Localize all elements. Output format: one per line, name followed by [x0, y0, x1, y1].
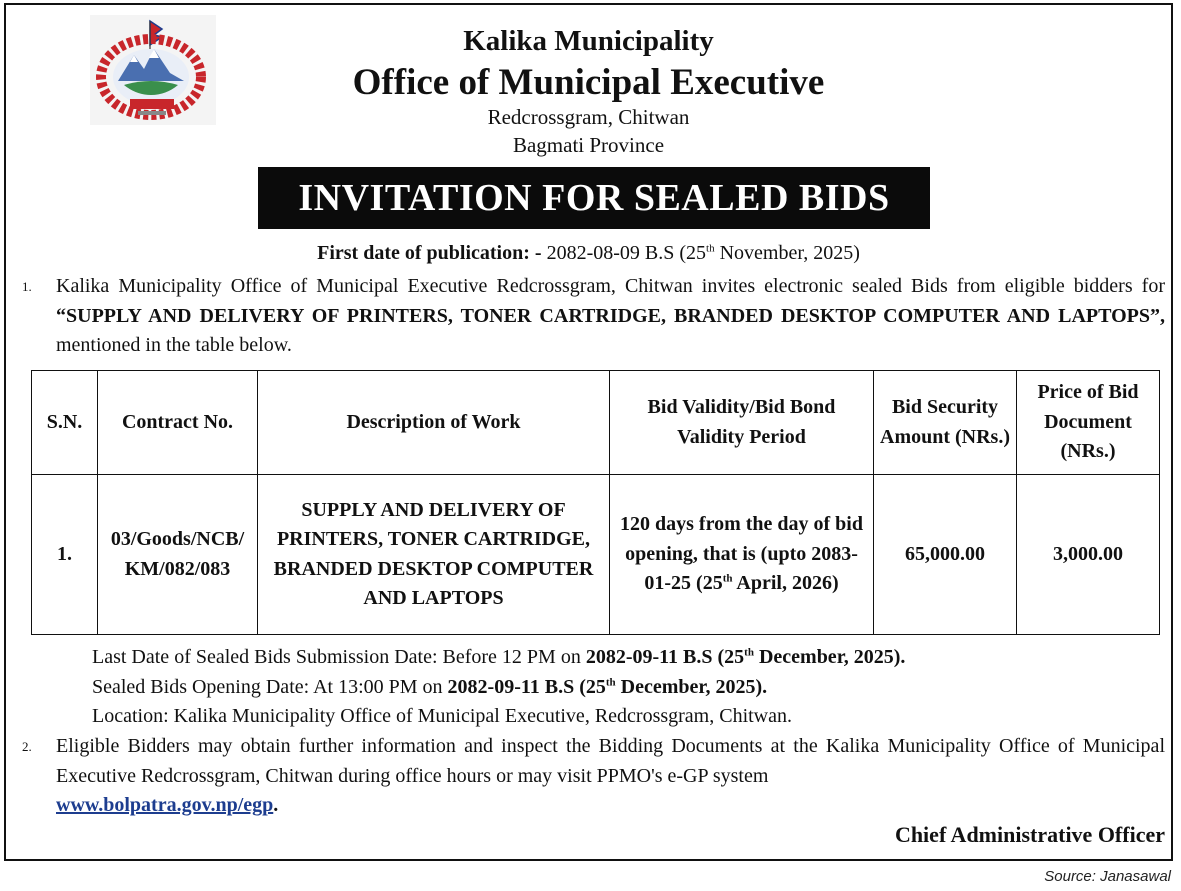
egp-link-suffix: . [273, 794, 279, 816]
paragraph-2-text: Eligible Bidders may obtain further information and inspect the Bidding Documents at the Kalika Municipality Office of Municipal Executive Redcrossgram, Chitwan during office hours or may visit PPMO's e-GP system [56, 735, 1165, 787]
cell-validity-text-b: April, 2026) [736, 572, 839, 595]
publication-date [6, 242, 1171, 265]
header-validity: Bid Validity/Bid Bond Validity Period [610, 371, 874, 475]
egp-link[interactable]: www.bolpatra.gov.np/egp [56, 794, 274, 816]
opening-label: Sealed Bids Opening Date: At 13:00 PM on [92, 676, 443, 698]
paragraph-1-bold: “SUPPLY AND DELIVERY OF PRINTERS, TONER CARTRIDGE, BRANDED DESKTOP COMPUTER AND LAPTOPS”, [56, 304, 1165, 327]
paragraph-2-number: 2. [22, 739, 32, 754]
cell-security: 65,000.00 [874, 475, 1017, 635]
paragraph-1-text-a: Kalika Municipality Office of Municipal Executive Redcrossgram, Chitwan invites electronic sealed Bids from eligible bidders for [56, 275, 1165, 297]
publication-date-ad: November, 2025) [719, 242, 860, 264]
cell-validity-text-a: 120 days from the day of bid opening, that is (upto 2083-01-25 (25 [620, 513, 863, 595]
office-name: Office of Municipal Executive [352, 62, 825, 103]
submission-label: Last Date of Sealed Bids Submission Date: Before 12 PM on [92, 646, 581, 668]
source-credit: Source: Janasawal [1044, 868, 1171, 885]
header-description: Description of Work [258, 371, 610, 475]
cell-description: SUPPLY AND DELIVERY OF PRINTERS, TONER CARTRIDGE, BRANDED DESKTOP COMPUTER AND LAPTOPS [258, 475, 610, 635]
cell-validity [610, 475, 874, 635]
submission-deadline [92, 646, 905, 669]
paragraph-2 [22, 732, 1165, 821]
signoff-title: Chief Administrative Officer [894, 822, 1165, 847]
submission-date-a: 2082-09-11 B.S (25 [585, 646, 745, 668]
header-sn: S.N. [32, 371, 98, 475]
location-line: Location: Kalika Municipality Office of Municipal Executive, Redcrossgram, Chitwan. [92, 705, 792, 727]
submission-date-b: December, 2025). [758, 646, 906, 668]
header-contract: Contract No. [98, 371, 258, 475]
cell-price: 3,000.00 [1017, 475, 1160, 635]
table-row [32, 475, 1160, 635]
paragraph-1-text-b: mentioned in the table below. [56, 334, 292, 356]
cell-contract: 03/Goods/NCB/ KM/082/083 [98, 475, 258, 635]
municipality-name: Kalika Municipality [463, 25, 714, 57]
opening-date-b: December, 2025). [620, 676, 768, 698]
opening-date-a: 2082-09-11 B.S (25 [447, 676, 606, 698]
address-line-2: Bagmati Province [512, 133, 665, 157]
opening-sup: th [605, 676, 616, 689]
paragraph-1-number: 1. [22, 279, 32, 294]
header-security: Bid Security Amount (NRs.) [874, 371, 1017, 475]
table-header-row [32, 371, 1160, 475]
notice-frame [4, 3, 1173, 861]
notice-title-banner: INVITATION FOR SEALED BIDS [258, 167, 930, 229]
bids-table [31, 370, 1160, 635]
cell-sn: 1. [32, 475, 98, 635]
publication-date-bs: 2082-08-09 B.S (25 [546, 242, 707, 264]
opening-date [92, 676, 767, 699]
publication-label: First date of publication: - [317, 242, 542, 264]
paragraph-1 [22, 272, 1165, 361]
publication-date-sup: th [706, 242, 715, 255]
cell-validity-sup: th [722, 572, 733, 585]
address-line-1: Redcrossgram, Chitwan [487, 105, 690, 129]
header-price: Price of Bid Document (NRs.) [1017, 371, 1160, 475]
submission-sup: th [744, 646, 754, 659]
